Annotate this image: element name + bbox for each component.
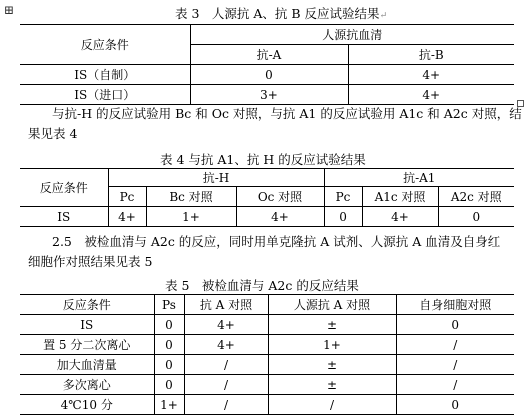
table3-header-group: 人源抗血清 (190, 25, 514, 45)
table5-header: 抗 A 对照 (184, 295, 268, 315)
paragraph-mark-icon: ↵ (379, 11, 388, 21)
table3-cell: 0 (190, 65, 348, 85)
table5-row-condition: 4℃10 分 (20, 395, 154, 415)
table5-cell: 4+ (184, 315, 268, 335)
table5-cell: 0 (396, 315, 514, 335)
table5-cell: 0 (154, 315, 184, 335)
table5-row-condition: 加大血清量 (20, 355, 154, 375)
table4-col: Pc (108, 187, 146, 207)
table5-row-condition: 置 5 分二次离心 (20, 335, 154, 355)
table5-cell: / (396, 335, 514, 355)
paragraph-1-line-2: 果见表 4 (28, 126, 78, 141)
table4-col: A2c 对照 (438, 187, 514, 207)
table5-cell: 0 (154, 335, 184, 355)
table4-col: Pc (324, 187, 362, 207)
table4-cell: 4+ (108, 207, 146, 227)
table4-cell: 0 (324, 207, 362, 227)
table3-row-condition: IS（进口） (20, 85, 190, 105)
paragraph-2-line-1: 2.5 被检血清与 A2c 的反应，同时用单克隆抗 A 试剂、人源抗 A 血清及自身红 (52, 234, 501, 249)
table4-group-a1: 抗-A1 (324, 169, 514, 187)
table4-cell: 4+ (236, 207, 324, 227)
table5-header: Ps (154, 295, 184, 315)
table4-header-condition: 反应条件 (20, 169, 108, 207)
table3-col-b: 抗-B (348, 45, 514, 65)
table5-cell: 1+ (154, 395, 184, 415)
table5-cell: / (396, 375, 514, 395)
table5-cell: / (184, 375, 268, 395)
table5-header: 反应条件 (20, 295, 154, 315)
table4-cell: 1+ (146, 207, 236, 227)
table5-cell: ± (268, 355, 396, 375)
table3-col-a: 抗-A (190, 45, 348, 65)
table5 (20, 294, 514, 415)
table3-row-condition: IS（自制） (20, 65, 190, 85)
table5-cell: / (396, 355, 514, 375)
table5-row-condition: 多次离心 (20, 375, 154, 395)
table5-cell: 0 (154, 375, 184, 395)
table5-header: 自身细胞对照 (396, 295, 514, 315)
table4-caption: 表 4 与抗 A1、抗 H 的反应试验结果 (160, 152, 366, 167)
table5-row-condition: IS (20, 315, 154, 335)
table4-col: A1c 对照 (362, 187, 438, 207)
table3-caption (175, 4, 387, 22)
table4-row-condition: IS (20, 207, 108, 227)
table5-header: 人源抗 A 对照 (268, 295, 396, 315)
table4 (20, 168, 514, 227)
table-move-handle-icon[interactable]: ⊞ (4, 3, 15, 17)
table5-cell: ± (268, 375, 396, 395)
paragraph-2-line-2: 细胞作对照结果见表 5 (28, 254, 153, 269)
table3-caption-text: 表 3 人源抗 A、抗 B 反应试验结果 (175, 6, 380, 21)
table5-cell: 1+ (268, 335, 396, 355)
table5-cell: 0 (396, 395, 514, 415)
table4-group-h: 抗-H (108, 169, 324, 187)
table3-cell: 4+ (348, 85, 514, 105)
table5-cell: / (184, 395, 268, 415)
table3-header-condition: 反应条件 (20, 25, 190, 65)
table5-cell: 4+ (184, 335, 268, 355)
table5-cell: / (268, 395, 396, 415)
table4-col: Bc 对照 (146, 187, 236, 207)
table5-cell: / (184, 355, 268, 375)
table4-cell: 0 (438, 207, 514, 227)
table3-cell: 4+ (348, 65, 514, 85)
table5-cell: 0 (154, 355, 184, 375)
table5-cell: ± (268, 315, 396, 335)
table4-col: Oc 对照 (236, 187, 324, 207)
table5-caption: 表 5 被检血清与 A2c 的反应结果 (165, 278, 359, 293)
table4-cell: 4+ (362, 207, 438, 227)
paragraph-1-line-1: 与抗-H 的反应试验用 Bc 和 Oc 对照，与抗 A1 的反应试验用 A1c 和 A2c 对照，结 (52, 106, 522, 121)
table3-cell: 3+ (190, 85, 348, 105)
table3 (20, 24, 514, 105)
